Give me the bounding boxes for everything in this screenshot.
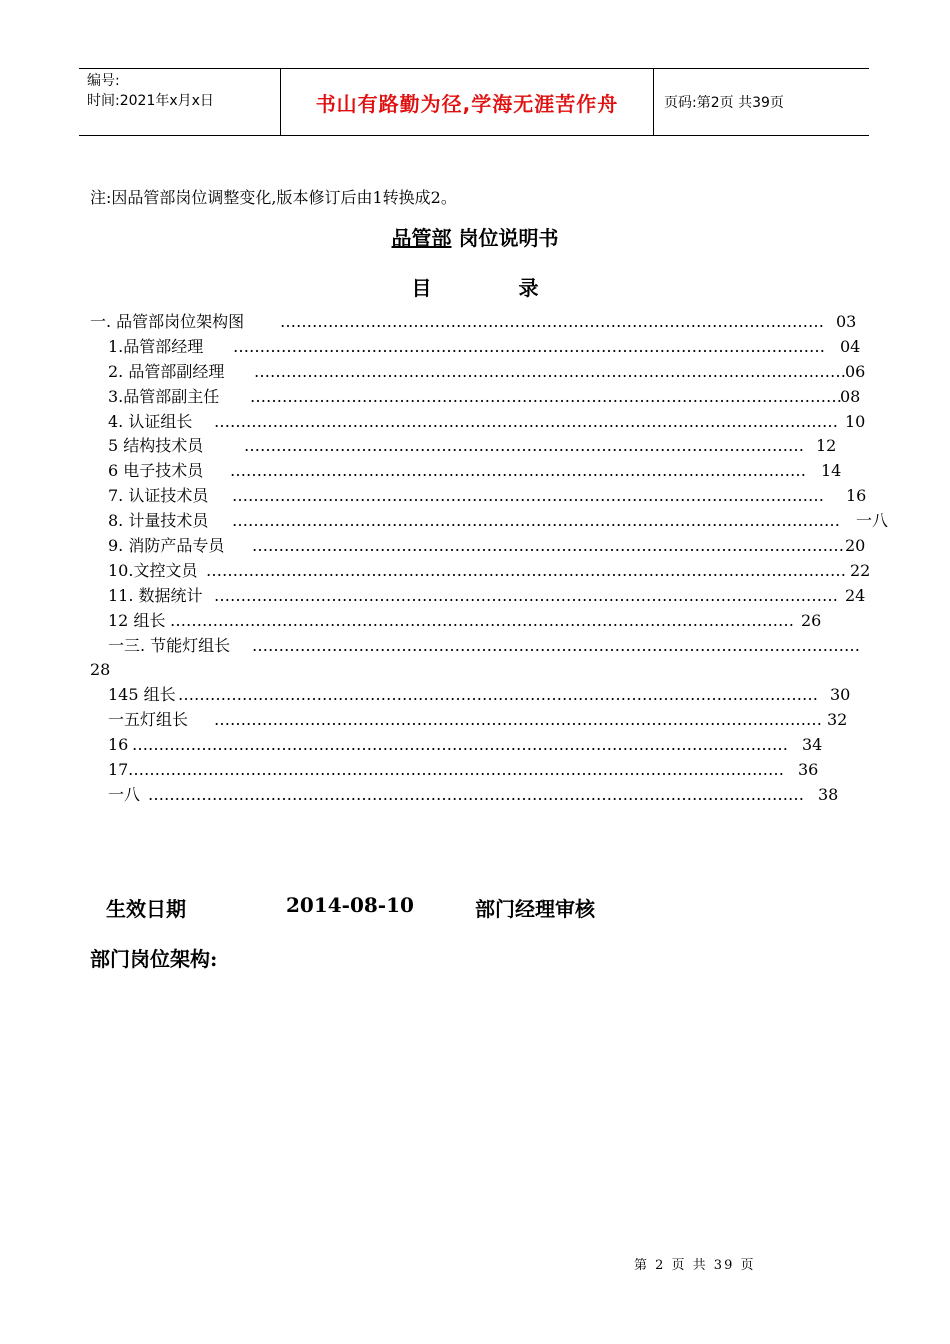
- toc-label: 145 组长: [108, 685, 176, 705]
- toc-leader: …………………………………………………………………………………………………………: [206, 560, 846, 580]
- toc-label: 5 结构技术员: [108, 436, 204, 456]
- toc-page: 38: [818, 784, 839, 804]
- header-motto: 书山有路勤为径,学海无涯苦作舟: [281, 69, 654, 135]
- toc-label: 17: [108, 760, 129, 780]
- toc-leader: ……………………………………………………………………………………………………………: [132, 735, 788, 755]
- toc-leader: ……………………………………………………………………………………………………: [232, 511, 840, 531]
- header-meta: [79, 69, 281, 135]
- toc-label: 3.品管部副主任: [108, 386, 220, 406]
- toc-row[interactable]: [90, 459, 874, 484]
- toc-row[interactable]: [90, 733, 874, 758]
- toc-page: 12: [816, 436, 837, 456]
- toc-page: 32: [827, 710, 848, 730]
- toc-leader: …………………………………………………………………………………………………: [250, 386, 842, 406]
- header-page-info: 页码:第2页 共39页: [664, 95, 784, 111]
- toc-leader: …………………………………………………………………………………………………………: [178, 685, 818, 705]
- toc-page: 30: [830, 685, 851, 705]
- toc-leader: ………………………………………………………………………………………………: [230, 461, 806, 481]
- toc-row[interactable]: [90, 509, 889, 534]
- toc-leader: …………………………………………………………………………………………………: [254, 361, 846, 381]
- code-label: 编号:: [87, 73, 120, 89]
- time-label: 时间:2021年x月x日: [87, 93, 214, 109]
- title-rest: 岗位说明书: [451, 226, 559, 250]
- toc-leader: ……………………………………………………………………………………………………: [252, 635, 860, 655]
- toc-row[interactable]: [90, 683, 874, 708]
- page-footer: 第 2 页 共 39 页: [634, 1258, 756, 1273]
- toc-label: 一三. 节能灯组长: [108, 635, 231, 655]
- toc-page: 04: [840, 336, 861, 356]
- toc-label: 16: [108, 735, 129, 755]
- toc-page: 06: [845, 361, 866, 381]
- toc-row[interactable]: [90, 410, 874, 435]
- revision-note: 注:因品管部岗位调整变化,版本修订后由1转换成2。: [90, 188, 457, 207]
- toc-label: 一八: [108, 784, 141, 804]
- toc-row[interactable]: [90, 708, 874, 733]
- toc-label: 一五灯组长: [108, 710, 189, 730]
- toc-page: 03: [836, 312, 857, 331]
- toc-leader: ……………………………………………………………………………………………: [244, 436, 804, 456]
- toc-row[interactable]: [90, 335, 874, 360]
- toc-leader: …………………………………………………………………………………………………: [233, 336, 825, 356]
- toc-row[interactable]: [90, 434, 874, 459]
- toc-label: 4. 认证组长: [108, 411, 193, 431]
- org-structure-heading: 部门岗位架构:: [90, 947, 218, 971]
- toc-page: 24: [845, 585, 866, 605]
- toc-wrap-line: [90, 658, 874, 683]
- toc-row[interactable]: [90, 310, 874, 335]
- toc-page: 36: [798, 760, 819, 780]
- toc-row[interactable]: [90, 360, 874, 385]
- toc-page: 22: [850, 560, 871, 580]
- toc-leader: ………………………………………………………………………………………………………: [214, 411, 838, 431]
- toc-label: 2. 品管部副经理: [108, 361, 225, 381]
- toc-label: 7. 认证技术员: [108, 486, 209, 506]
- toc-label: 12 组长: [108, 610, 166, 630]
- toc-label: 6 电子技术员: [108, 461, 204, 481]
- toc-page: 16: [846, 486, 867, 506]
- toc-row[interactable]: [90, 609, 874, 634]
- toc-row[interactable]: [90, 559, 874, 584]
- toc-row[interactable]: [90, 634, 874, 659]
- toc-label: 10.文控文员: [108, 560, 198, 580]
- toc-page: 08: [840, 386, 861, 406]
- toc-leader: …………………………………………………………………………………………………: [252, 536, 844, 556]
- toc-row[interactable]: [90, 534, 874, 559]
- page-header: [79, 68, 869, 136]
- toc-label: 8. 计量技术员: [108, 511, 209, 531]
- toc-leader: ………………………………………………………………………………………………………: [214, 585, 838, 605]
- toc-row[interactable]: [90, 484, 874, 509]
- toc-label: 1.品管部经理: [108, 336, 204, 356]
- toc-label: 一. 品管部岗位架构图: [90, 312, 245, 331]
- document-title: [0, 222, 950, 251]
- toc-page: 34: [802, 735, 823, 755]
- toc-page: 14: [821, 461, 842, 481]
- toc-label: 11. 数据统计: [108, 585, 203, 605]
- effective-date-value: 2014-08-10: [286, 893, 414, 917]
- toc-page: 一八: [856, 511, 889, 531]
- toc-row[interactable]: [90, 385, 874, 410]
- toc-page: 10: [845, 411, 866, 431]
- toc-page: 28: [90, 660, 111, 680]
- toc-heading: 目 录: [411, 276, 579, 300]
- title-dept: 品管部: [391, 226, 452, 250]
- table-of-contents: [90, 310, 889, 808]
- effective-date-label: 生效日期: [106, 897, 186, 921]
- toc-row[interactable]: [90, 584, 874, 609]
- toc-leader: …………………………………………………………………………………………: [280, 312, 824, 331]
- toc-leader: ……………………………………………………………………………………………………………: [148, 784, 804, 804]
- toc-leader: …………………………………………………………………………………………………: [232, 486, 824, 506]
- toc-leader: ……………………………………………………………………………………………………………: [128, 760, 784, 780]
- toc-leader: ………………………………………………………………………………………………………: [170, 610, 794, 630]
- toc-row[interactable]: [90, 783, 874, 808]
- toc-leader: ……………………………………………………………………………………………………: [214, 710, 822, 730]
- toc-page: 26: [801, 610, 822, 630]
- toc-row[interactable]: [90, 758, 874, 783]
- toc-label: 9. 消防产品专员: [108, 536, 225, 556]
- manager-review-label: 部门经理审核: [475, 897, 595, 921]
- toc-page: 20: [845, 536, 866, 556]
